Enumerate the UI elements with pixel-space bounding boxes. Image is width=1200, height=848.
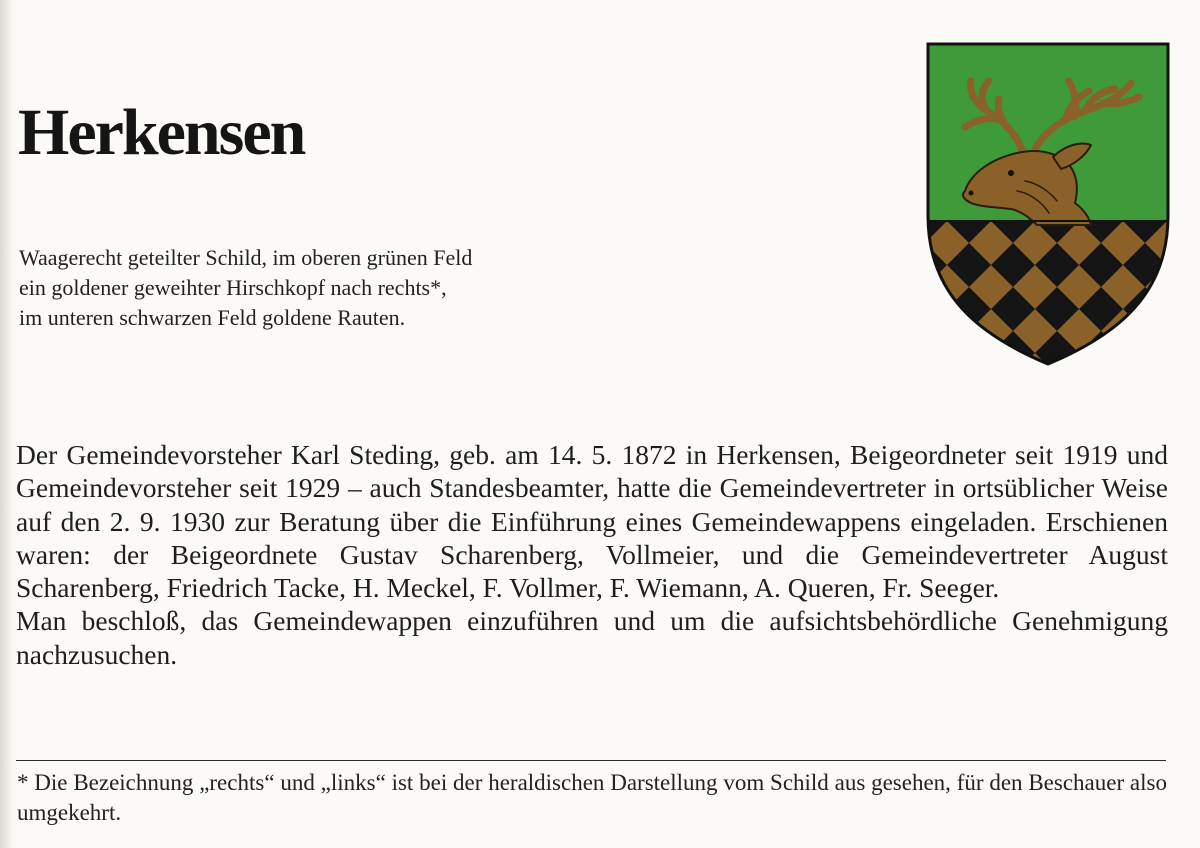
blazon-line: ein goldener geweihter Hirschkopf nach rechts*, (19, 275, 447, 300)
main-text (16, 438, 1168, 671)
page-edge-shadow (0, 0, 14, 848)
body-paragraph: Man beschloß, das Gemeindewappen einzuführen und um die aufsichtsbehördliche Genehmigung nachzusuchen. (16, 605, 1168, 670)
stag-head-coat-of-arms-icon (925, 41, 1171, 367)
footnote-text: * Die Bezeichnung „rechts“ und „links“ ist bei der heraldischen Darstellung vom Schild aus gesehen, für den Beschauer also umgekehrt. (17, 770, 1167, 825)
lower-field (925, 221, 1171, 367)
blazon-line: im unteren schwarzen Feld goldene Rauten. (19, 305, 406, 330)
page-title: Herkensen (18, 96, 305, 169)
blazon-description (19, 243, 659, 333)
body-paragraph: Der Gemeindevorsteher Karl Steding, geb. am 14. 5. 1872 in Herkensen, Beigeordneter seit 1919 und Gemeindevorsteher seit 1929 – auch Standesbeamter, hatte die Gemeindevertreter in ortsüblicher Weise auf den 2. 9. 1930 zur Beratung über die Einführung eines Gemeindewappens eingeladen. Erschienen waren: der Beigeordnete Gustav Scharenberg, Vollmeier, und die Gemeindevertreter August Scharenberg, Friedrich Tacke, H. Meckel, F. Vollmer, F. Wiemann, A. Queren, Fr. Seeger. (16, 439, 1168, 604)
footnote-divider (16, 760, 1166, 761)
footnote (17, 768, 1167, 828)
blazon-line: Waagerecht geteilter Schild, im oberen grünen Feld (19, 245, 473, 270)
